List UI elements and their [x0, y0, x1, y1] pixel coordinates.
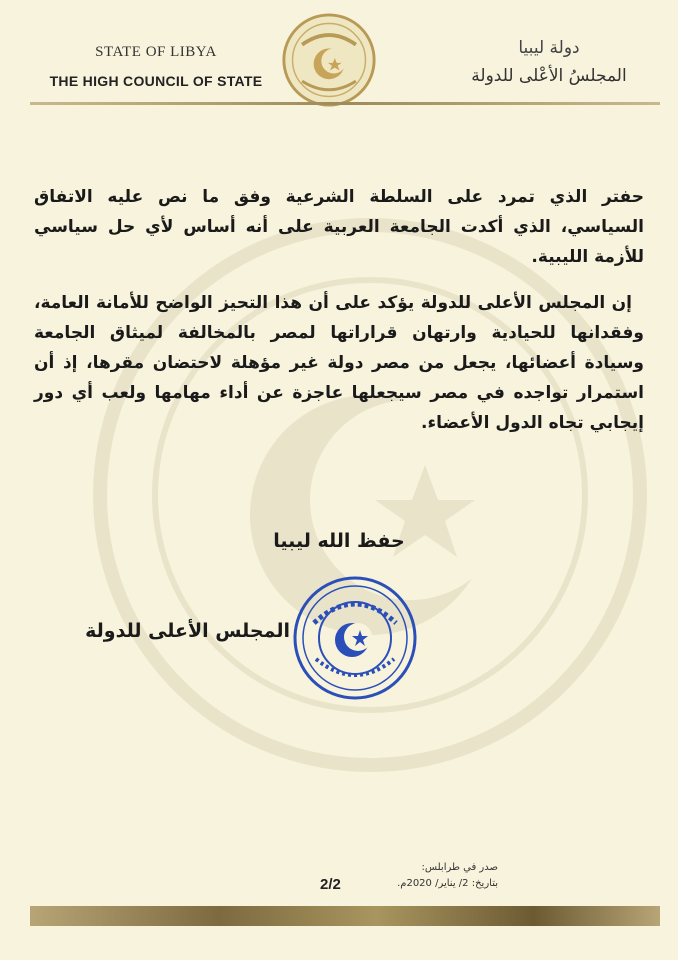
issue-date: بتاريخ: 2/ يناير/ 2020م.: [397, 878, 498, 889]
header-council-en: THE HIGH COUNCIL OF STATE: [49, 73, 263, 89]
header-arabic: [454, 38, 644, 86]
council-logo-icon: [281, 12, 377, 108]
header-state-en: STATE OF LIBYA: [95, 44, 217, 60]
header-divider: [30, 102, 660, 105]
issue-place: صدر في طرابلس:: [421, 862, 498, 873]
closing-blessing: حفظ الله ليبيا: [273, 530, 405, 552]
issue-info: [397, 860, 498, 892]
header-council-ar: المجلسُ الأعْلى للدولة: [471, 66, 627, 86]
signatory-name: المجلس الأعلى للدولة: [85, 620, 290, 642]
paragraph-2: إن المجلس الأعلى للدولة يؤكد على أن هذا التحيز الواضح للأمانة العامة، وفقدانها للحيادية وارتهان قراراتها لمصر بالمخالفة لميثاق الجامعة وسيادة أعضائها، يجعل من مصر دولة غير مؤهلة لاحتضان مقرها، إذ أن استمرار تواجده في مصر سيجعلها عاجزة عن أداء مهامها ولعب أي دور إيجابي تجاه الدول الأعضاء.: [34, 293, 644, 433]
footer-band: [30, 906, 660, 926]
header-state-ar: دولة ليبيا: [518, 38, 580, 58]
letter-body: [34, 182, 644, 448]
official-stamp-icon: [292, 575, 418, 701]
paragraph-1: حفتر الذي تمرد على السلطة الشرعية وفق ما نص عليه الاتفاق السياسي، الذي أكدت الجامعة العربية على أنه أساس لأي حل سياسي للأزمة الليبية.: [34, 187, 644, 267]
page-number: 2/2: [320, 876, 341, 893]
header-english: [36, 44, 276, 89]
